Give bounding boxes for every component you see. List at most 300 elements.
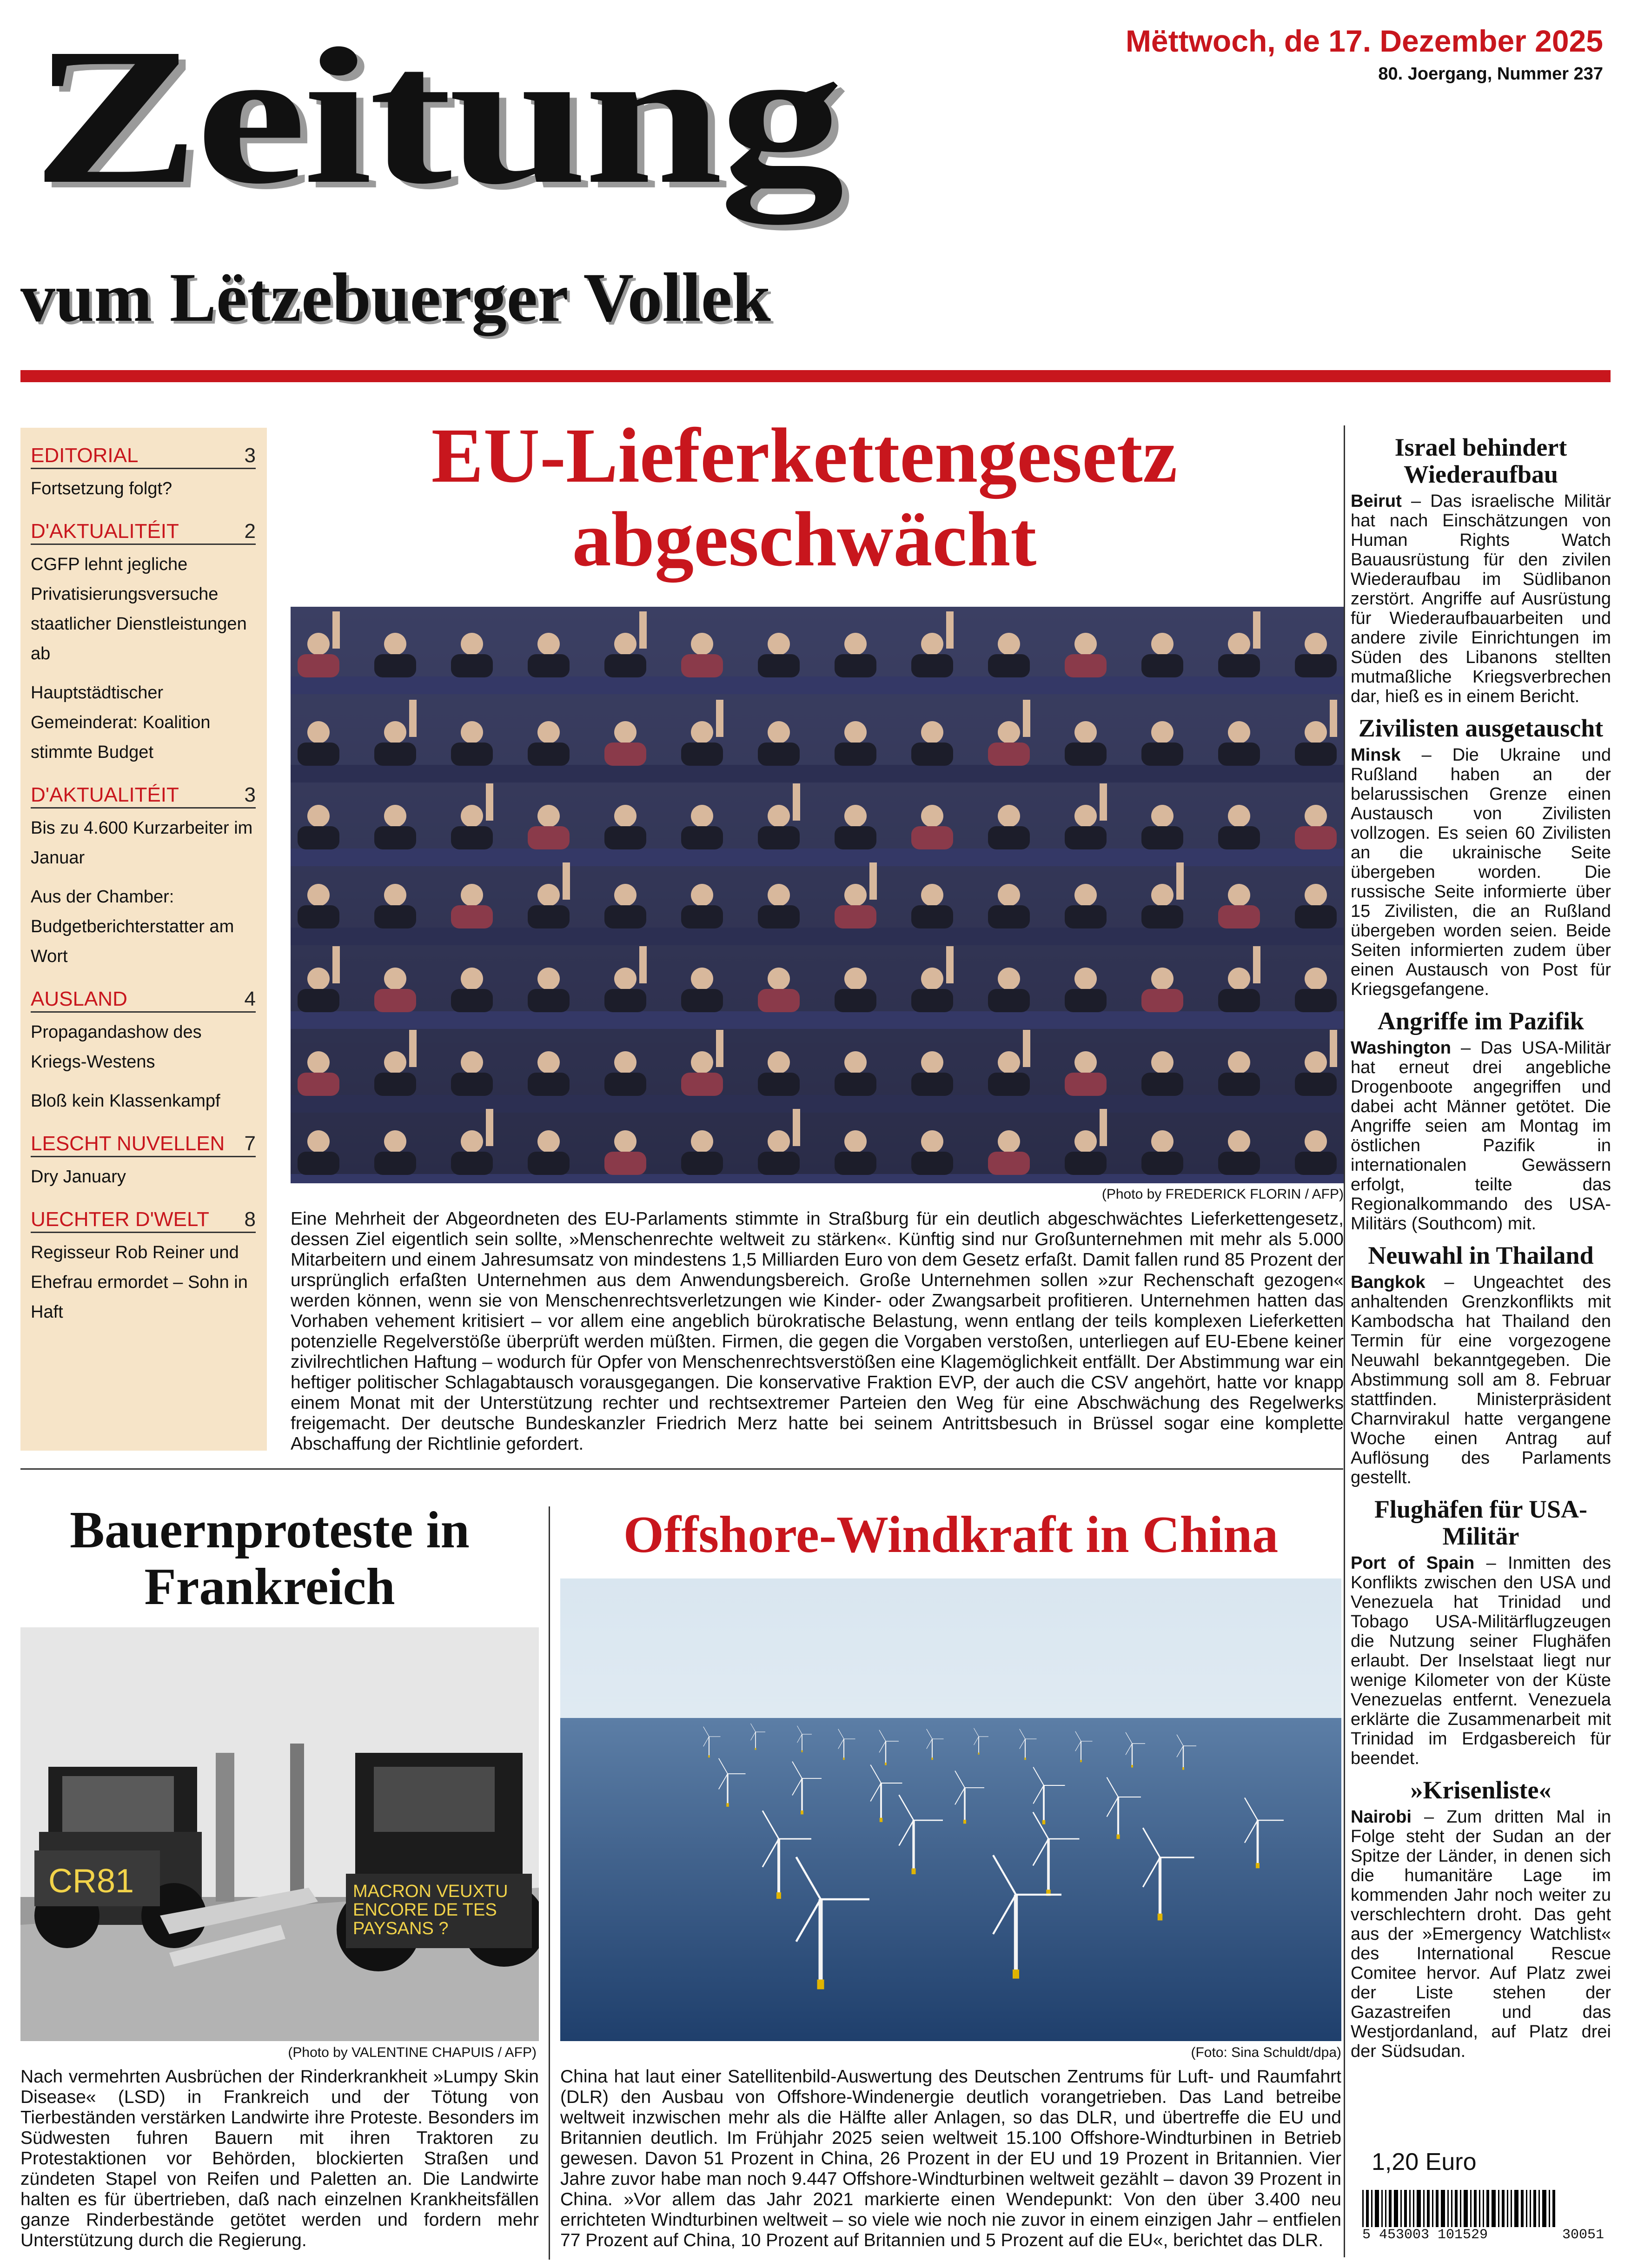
raised-hand	[716, 700, 723, 737]
mep-head	[844, 1130, 867, 1153]
brief-body	[1351, 491, 1611, 706]
parliament-photo	[291, 607, 1344, 1183]
mep-body	[298, 989, 339, 1012]
barcode-bar	[1542, 2190, 1546, 2227]
barcode-bar	[1514, 2190, 1518, 2227]
barcode-bar	[1526, 2190, 1527, 2227]
mep-head	[1074, 968, 1097, 990]
brief-article[interactable]	[1351, 715, 1611, 999]
brief-headline: Flughäfen für USA-Militär	[1374, 1495, 1588, 1550]
brief-dateline: Nairobi	[1351, 1807, 1412, 1827]
mep-body	[835, 1073, 876, 1096]
brief-text: – Inmitten des Konflikts zwischen den USA und Venezuela hat Trinidad und Tobago USA-Militärflugzeugen die Nutzung seiner Flughäfen erlaubt. Der Inselstaat liegt nur wenige Kilometer von der Küste Venezuelas entfernt. Venezuela erklärte die Zusammenarbeit mit Trinidad im Erdgasbereich für beendet.	[1351, 1553, 1611, 1768]
mep-head	[1228, 884, 1250, 906]
raised-hand	[332, 946, 340, 983]
mep-body	[835, 989, 876, 1012]
mep-head	[537, 968, 560, 990]
toc-page-number: 3	[244, 783, 256, 806]
issue-date: Mëttwoch, de 17. Dezember 2025	[1125, 24, 1603, 58]
news-sidebar	[1351, 425, 1611, 2061]
brief-headline: Zivilisten ausgetauscht	[1358, 714, 1604, 742]
mep-body	[604, 989, 646, 1012]
raised-hand	[1253, 611, 1260, 649]
mep-head	[384, 1130, 406, 1153]
farmers-photo-credit: (Photo by VALENTINE CHAPUIS / AFP)	[288, 2045, 537, 2060]
mep-head	[768, 805, 790, 827]
mep-body	[1141, 1073, 1183, 1096]
mep-head	[537, 884, 560, 906]
mep-body	[1141, 989, 1183, 1012]
mep-head	[844, 968, 867, 990]
barcode-bar	[1362, 2190, 1364, 2227]
mep-body	[528, 1152, 570, 1175]
mep-head	[921, 968, 943, 990]
barcode-bar	[1385, 2190, 1386, 2227]
offshore-windfarm-photo	[560, 1578, 1341, 2041]
lead-photo[interactable]	[291, 607, 1344, 1183]
desk-row	[291, 1174, 1344, 1183]
mep-head	[998, 968, 1020, 990]
desk-row	[291, 1011, 1344, 1029]
mep-body	[758, 905, 800, 928]
mep-head	[921, 633, 943, 655]
toc-item[interactable]: Hauptstädtischer Gemeinderat: Koalition stimmte Budget	[31, 683, 211, 762]
barcode-bar	[1417, 2190, 1421, 2227]
sign-left: CR81	[48, 1863, 134, 1900]
mep-head	[998, 884, 1020, 906]
mep-head	[1074, 1130, 1097, 1153]
mep-head	[998, 721, 1020, 743]
barcode-bar	[1507, 2190, 1508, 2227]
barcode-bar	[1423, 2190, 1425, 2227]
mep-body	[758, 1073, 800, 1096]
mep-body	[374, 989, 416, 1012]
tractor-protest-photo	[20, 1627, 539, 2041]
mep-head	[844, 633, 867, 655]
mep-head	[461, 1130, 483, 1153]
barcode-bar	[1511, 2190, 1512, 2227]
toc-section-title[interactable]: EDITORIAL	[31, 444, 139, 467]
mep-body	[451, 905, 493, 928]
raised-hand	[1253, 946, 1260, 983]
barcode-bar	[1432, 2190, 1433, 2227]
mep-head	[691, 805, 713, 827]
toc-section-title[interactable]: LESCHT NUVELLEN	[31, 1132, 225, 1155]
brief-body	[1351, 1273, 1611, 1487]
barcode-bar	[1447, 2190, 1449, 2227]
masthead-rule	[20, 370, 1611, 382]
mep-body	[1295, 905, 1337, 928]
wind-headline[interactable]: Offshore-Windkraft in China	[623, 1506, 1279, 1564]
mep-head	[998, 633, 1020, 655]
mep-head	[614, 884, 636, 906]
mep-head	[768, 633, 790, 655]
mep-head	[1151, 721, 1174, 743]
barcode-bar	[1413, 2190, 1414, 2227]
mep-head	[1151, 1051, 1174, 1074]
mep-body	[988, 1152, 1030, 1175]
raised-hand	[946, 611, 954, 649]
brief-headline: Angriffe im Pazifik	[1378, 1007, 1584, 1035]
mep-head	[844, 1051, 867, 1074]
mep-head	[384, 1051, 406, 1074]
mep-body	[681, 1073, 723, 1096]
barcode-bar	[1530, 2190, 1531, 2227]
wind-photo[interactable]	[560, 1578, 1341, 2041]
mep-head	[768, 721, 790, 743]
barcode-bar	[1394, 2190, 1398, 2227]
raised-hand	[639, 611, 647, 649]
mep-body	[374, 826, 416, 849]
toc-section[interactable]	[31, 971, 256, 1116]
mep-head	[1228, 1130, 1250, 1153]
barcode-bar	[1366, 2190, 1369, 2227]
mep-head	[537, 633, 560, 655]
barcode-bar	[1451, 2190, 1452, 2227]
mep-head	[307, 1130, 330, 1153]
toc-section-title[interactable]: D'AKTUALITÉIT	[31, 783, 179, 806]
toc-item[interactable]: Dry January	[31, 1167, 126, 1187]
mep-head	[461, 805, 483, 827]
toc-page-number: 2	[244, 520, 256, 543]
mep-body	[1295, 743, 1337, 766]
barcode-bar	[1538, 2190, 1540, 2227]
mep-head	[691, 968, 713, 990]
mep-head	[537, 1051, 560, 1074]
raised-hand	[1023, 1030, 1030, 1067]
brief-article[interactable]	[1351, 1008, 1611, 1233]
mep-head	[1305, 1130, 1327, 1153]
mep-head	[307, 968, 330, 990]
brief-article[interactable]	[1351, 434, 1611, 706]
column-divider	[549, 1506, 550, 2260]
mep-body	[988, 989, 1030, 1012]
barcode-bar	[1460, 2190, 1461, 2227]
barcode-bar	[1441, 2190, 1445, 2227]
mep-body	[604, 1152, 646, 1175]
raised-hand	[563, 862, 570, 900]
brief-body	[1351, 1038, 1611, 1233]
mep-head	[1228, 1051, 1250, 1074]
mep-body	[835, 654, 876, 677]
mep-head	[614, 968, 636, 990]
brief-dateline: Washington	[1351, 1038, 1451, 1058]
desk-row	[291, 676, 1344, 694]
barcode-bar	[1436, 2190, 1439, 2227]
mep-head	[1074, 721, 1097, 743]
toc-item[interactable]: CGFP lehnt jegliche Privatisierungsversuche staatlicher Dienstleistungen ab	[31, 555, 247, 663]
barcode-bar	[1533, 2190, 1536, 2227]
mep-body	[604, 654, 646, 677]
mep-body	[528, 826, 570, 849]
barcode-bar	[1474, 2190, 1477, 2227]
mep-head	[691, 633, 713, 655]
barcode-bar	[1483, 2190, 1484, 2227]
mep-head	[691, 1130, 713, 1153]
toc-section-title[interactable]: AUSLAND	[31, 988, 127, 1010]
raised-hand	[409, 1030, 417, 1067]
barcode-bar	[1375, 2190, 1379, 2227]
toc-section[interactable]	[31, 1192, 256, 1327]
mep-head	[537, 721, 560, 743]
mep-head	[998, 1051, 1020, 1074]
mep-body	[374, 1073, 416, 1096]
toc-item[interactable]: Bloß kein Klassenkampf	[31, 1091, 220, 1111]
mep-body	[374, 654, 416, 677]
toc-page-number: 7	[244, 1132, 256, 1155]
barcode-bars	[1362, 2181, 1604, 2227]
mep-head	[307, 1051, 330, 1074]
mep-body	[528, 989, 570, 1012]
toc-item[interactable]: Bis zu 4.600 Kurzarbeiter im Januar	[31, 818, 253, 868]
raised-hand	[1330, 1030, 1337, 1067]
mep-head	[537, 805, 560, 827]
wind-photo-credit: (Foto: Sina Schuldt/dpa)	[1191, 2045, 1341, 2060]
mep-body	[1218, 1152, 1260, 1175]
raised-hand	[1023, 700, 1030, 737]
mep-head	[307, 633, 330, 655]
mep-body	[758, 743, 800, 766]
mep-body	[1065, 989, 1107, 1012]
mep-head	[614, 805, 636, 827]
mep-head	[1151, 633, 1174, 655]
mep-head	[844, 721, 867, 743]
mep-head	[921, 1130, 943, 1153]
mep-body	[298, 743, 339, 766]
mep-head	[1151, 968, 1174, 990]
mep-head	[998, 1130, 1020, 1153]
wind-body: China hat laut einer Satellitenbild-Auswertung des Deutschen Zentrums für Luft- und Raumfahrt (DLR) den Ausbau von Offshore-Windenergie deutlich vorangetrieben. Das Land betreibe weltweit inzwischen mehr als die Hälfte aller Anlagen, so das DLR, und übertreffe die EU und Britannien deutlich. Im Frühjahr 2025 seien weltweit 15.100 Offshore-Windturbinen in Betrieb gewesen. Davon 51 Prozent in China, 26 Prozent in der EU und 19 Prozent in Britannien. Vier Jahre zuvor habe man noch 9.447 Offshore-Windturbinen weltweit gezählt – davon 39 Prozent in China. »Vor allem das Jahr 2021 markierte einen Wendepunkt: Von den über 3.400 neu errichteten Windturbinen weltweit – so viele wie noch nie zuvor in einem einzigen Jahr – entfielen 77 Prozent auf China, 10 Prozent auf Britannien und 5 Prozent auf die EU«, berichtet das DLR.	[560, 2067, 1341, 2250]
mep-body	[374, 905, 416, 928]
brief-article[interactable]	[1351, 1777, 1611, 2061]
mep-body	[1218, 826, 1260, 849]
barcode-bar	[1389, 2190, 1392, 2227]
mep-body	[681, 989, 723, 1012]
mep-head	[768, 1051, 790, 1074]
barcode-bar	[1521, 2190, 1524, 2227]
mep-body	[604, 1073, 646, 1096]
mep-head	[307, 884, 330, 906]
toc-page-number: 8	[244, 1208, 256, 1231]
mep-head	[691, 721, 713, 743]
mep-body	[528, 743, 570, 766]
mep-head	[1151, 884, 1174, 906]
mep-body	[681, 826, 723, 849]
toc-section-title[interactable]: UECHTER D'WELT	[31, 1208, 210, 1231]
farmers-body: Nach vermehrten Ausbrüchen der Rinderkrankheit »Lumpy Skin Disease« (LSD) in Frankreich und der Tötung von Tierbeständen verstärken Landwirte ihre Proteste. Besonders im Südwesten fuhren Bauern mit ihren Traktoren zu Protestaktionen vor Behörden, blockierten Straßen und zündeten Stapel von Reifen und Paletten an. Die Landwirte halten es für übertrieben, daß nach einzelnen Krankheitsfällen ganze Rinderbestände getötet werden und fordern mehr Unterstützung durch die Regierung.	[20, 2067, 539, 2250]
mep-head	[461, 633, 483, 655]
farmers-photo[interactable]	[20, 1627, 539, 2041]
barcode-bar	[1498, 2190, 1499, 2227]
mep-body	[988, 905, 1030, 928]
raised-hand	[639, 946, 647, 983]
raised-hand	[1100, 783, 1107, 821]
mep-body	[604, 905, 646, 928]
mep-head	[768, 1130, 790, 1153]
barcode-bar	[1492, 2190, 1496, 2227]
raised-hand	[869, 862, 877, 900]
mep-head	[384, 721, 406, 743]
mep-body	[298, 1073, 339, 1096]
toc-section[interactable]	[31, 1116, 256, 1192]
mep-body	[298, 1152, 339, 1175]
mep-head	[614, 1130, 636, 1153]
mep-head	[1305, 1051, 1327, 1074]
mep-head	[921, 721, 943, 743]
mep-body	[988, 743, 1030, 766]
mep-body	[758, 989, 800, 1012]
toc-item[interactable]: Aus der Chamber: Budgetberichterstatter am Wort	[31, 887, 234, 966]
mep-body	[1218, 989, 1260, 1012]
mep-head	[461, 968, 483, 990]
mep-body	[451, 743, 493, 766]
lead-body: Eine Mehrheit der Abgeordneten des EU-Parlaments stimmte in Straßburg für ein deutlich abgeschwächtes Lieferkettengesetz, dessen Ziel eigentlich sein sollte, »Menschenrechte weltweit zu stärken«. Künftig sind nur Großunternehmen mit mehr als 5.000 Mitarbeitern und einem Jahresumsatz von mindestens 1,5 Milliarden Euro von dem Gesetz erfaßt. Damit fallen rund 85 Prozent der ursprünglich erfaßten Unternehmen aus dem Anwendungsbereich. Große Unternehmen sollen »zur Rechenschaft gezogen« werden können, wenn sie von Menschenrechtsverletzungen wie Kinder- oder Zwangsarbeit profitieren. Unternehmen hatten das Vorhaben vehement kritisiert – vor allem eine angeblich bürokratische Belastung, wenn entlang der teils komplexen Lieferketten potenzielle Regelverstöße überprüft werden müßten. Firmen, die gegen die Vorgaben verstoßen, unterliegen auf EU-Ebene keiner zivilrechtlichen Haftung – wodurch für Opfer von Menschenrechtsverstößen eine Klagemöglichkeit entfällt. Der Abstimmung war ein heftiger politischer Schlagabtausch vorausgegangen. Die konservative Fraktion EVP, der auch die CSV angehört, hatte vor knapp einem Monat mit der Unterstützung rechter und rechtsextremer Parteien den Weg für eine Abschwächung des Regelwerks freigemacht. Der deutsche Bundeskanzler Friedrich Merz hatte bei seinem Antrittsbesuch in Brüssel sogar eine komplette Abschaffung der Richtlinie gefordert.	[291, 1209, 1344, 1454]
mep-head	[384, 805, 406, 827]
mep-body	[451, 1152, 493, 1175]
mep-body	[911, 826, 953, 849]
issue-number: 80. Joergang, Nummer 237	[1378, 64, 1603, 84]
mep-head	[537, 1130, 560, 1153]
barcode-bar	[1464, 2190, 1468, 2227]
mep-head	[614, 633, 636, 655]
brief-text: – Die Ukraine und Rußland haben an der belarussischen Grenze einen Austausch von Zivilisten vollzogen. Es seien 60 Zivilisten an die ukrainische Seite übergeben worden. Die russische Seite informierte über 15 Zivilisten, die an Rußland übergeben worden seien. Beide Seiten informierten zudem über einen Austausch von Post für Kriegsgefangene.	[1351, 745, 1611, 999]
mep-body	[988, 654, 1030, 677]
mep-head	[461, 721, 483, 743]
mep-head	[614, 721, 636, 743]
mep-head	[921, 805, 943, 827]
mep-head	[384, 968, 406, 990]
mep-body	[451, 989, 493, 1012]
toc-section[interactable]	[31, 767, 256, 971]
mep-head	[384, 633, 406, 655]
toc-section[interactable]	[31, 504, 256, 767]
mep-body	[911, 989, 953, 1012]
mep-body	[758, 826, 800, 849]
mep-head	[461, 1051, 483, 1074]
mep-head	[1151, 805, 1174, 827]
toc-section[interactable]	[31, 428, 256, 504]
mep-head	[1305, 633, 1327, 655]
mep-head	[768, 968, 790, 990]
mep-head	[1074, 1051, 1097, 1074]
desk-row	[291, 849, 1344, 866]
brief-article[interactable]	[1351, 1242, 1611, 1487]
mep-body	[1295, 654, 1337, 677]
mep-body	[835, 743, 876, 766]
barcode-bar	[1470, 2190, 1472, 2227]
toc-item[interactable]: Fortsetzung folgt?	[31, 479, 172, 498]
mep-body	[988, 826, 1030, 849]
raised-hand	[486, 1109, 493, 1146]
brief-headline: »Krisenliste«	[1410, 1776, 1551, 1804]
mep-body	[1141, 1152, 1183, 1175]
brief-text: – Zum dritten Mal in Folge steht der Sudan an der Spitze der Länder, in denen sich die humanitäre Lage im kommenden Jahr noch weiter zu verschlechtern droht. Das geht aus der »Emergency Watchlist« des International Rescue Comitee hervor. Auf Platz zwei der Liste stehen der Gazastreifen und das Westjordanland, auf Platz drei der Südsudan.	[1351, 1807, 1611, 2061]
mep-head	[921, 1051, 943, 1074]
mep-head	[1305, 805, 1327, 827]
mep-body	[758, 1152, 800, 1175]
mep-body	[374, 743, 416, 766]
mep-body	[1065, 1152, 1107, 1175]
mep-head	[1228, 968, 1250, 990]
barcode-bar	[1479, 2190, 1480, 2227]
brief-body	[1351, 745, 1611, 999]
toc-item[interactable]: Regisseur Rob Reiner und Ehefrau ermordet – Sohn in Haft	[31, 1243, 248, 1322]
mep-head	[1074, 805, 1097, 827]
mep-body	[1141, 905, 1183, 928]
raised-hand	[716, 1030, 723, 1067]
brief-body	[1351, 1807, 1611, 2061]
mep-body	[374, 1152, 416, 1175]
raised-hand	[1100, 1109, 1107, 1146]
raised-hand	[946, 946, 954, 983]
barcode-bar	[1409, 2190, 1411, 2227]
desk-row	[291, 928, 1344, 945]
masthead-subtitle: vum Lëtzebuerger Vollek	[20, 259, 771, 336]
toc-section-title[interactable]: D'AKTUALITÉIT	[31, 520, 179, 543]
mep-head	[1228, 633, 1250, 655]
table-of-contents	[20, 428, 267, 1451]
mep-body	[835, 905, 876, 928]
barcode-bar	[1371, 2190, 1372, 2227]
brief-dateline: Minsk	[1351, 745, 1401, 765]
barcode-bar	[1552, 2190, 1555, 2227]
toc-item[interactable]: Propagandashow des Kriegs-Westens	[31, 1022, 202, 1072]
mep-head	[921, 884, 943, 906]
barcode-bar	[1427, 2190, 1430, 2227]
mep-head	[844, 805, 867, 827]
mep-body	[451, 826, 493, 849]
barcode-bar	[1486, 2190, 1489, 2227]
raised-hand	[1176, 862, 1184, 900]
farmers-headline[interactable]: Bauernproteste in Frankreich	[70, 1501, 470, 1616]
mep-head	[768, 884, 790, 906]
mep-body	[1218, 654, 1260, 677]
raised-hand	[793, 783, 800, 821]
brief-body	[1351, 1553, 1611, 1768]
mep-head	[691, 1051, 713, 1074]
brief-article[interactable]	[1351, 1496, 1611, 1768]
mep-head	[1151, 1130, 1174, 1153]
mep-body	[1065, 905, 1107, 928]
mep-body	[604, 826, 646, 849]
mep-body	[911, 743, 953, 766]
mep-body	[298, 905, 339, 928]
mep-body	[1295, 1073, 1337, 1096]
mep-body	[1218, 743, 1260, 766]
mep-body	[1141, 654, 1183, 677]
barcode-bar	[1502, 2190, 1505, 2227]
barcode-bar	[1455, 2190, 1458, 2227]
mep-body	[298, 826, 339, 849]
brief-dateline: Port of Spain	[1351, 1553, 1475, 1573]
mep-body	[1295, 826, 1337, 849]
lead-headline[interactable]: EU-Lieferkettengesetz abgeschwächt	[431, 412, 1178, 583]
mep-head	[1305, 884, 1327, 906]
mep-body	[298, 654, 339, 677]
mep-body	[1141, 826, 1183, 849]
mep-body	[1065, 826, 1107, 849]
mep-head	[1074, 884, 1097, 906]
masthead-title: Zeitung	[33, 8, 841, 224]
brief-dateline: Beirut	[1351, 491, 1402, 511]
mep-body	[835, 1152, 876, 1175]
mep-body	[451, 654, 493, 677]
mep-head	[1074, 633, 1097, 655]
mep-body	[758, 654, 800, 677]
lead-photo-credit: (Photo by FREDERICK FLORIN / AFP)	[1101, 1187, 1344, 1202]
mep-body	[451, 1073, 493, 1096]
barcode-bar	[1404, 2190, 1407, 2227]
